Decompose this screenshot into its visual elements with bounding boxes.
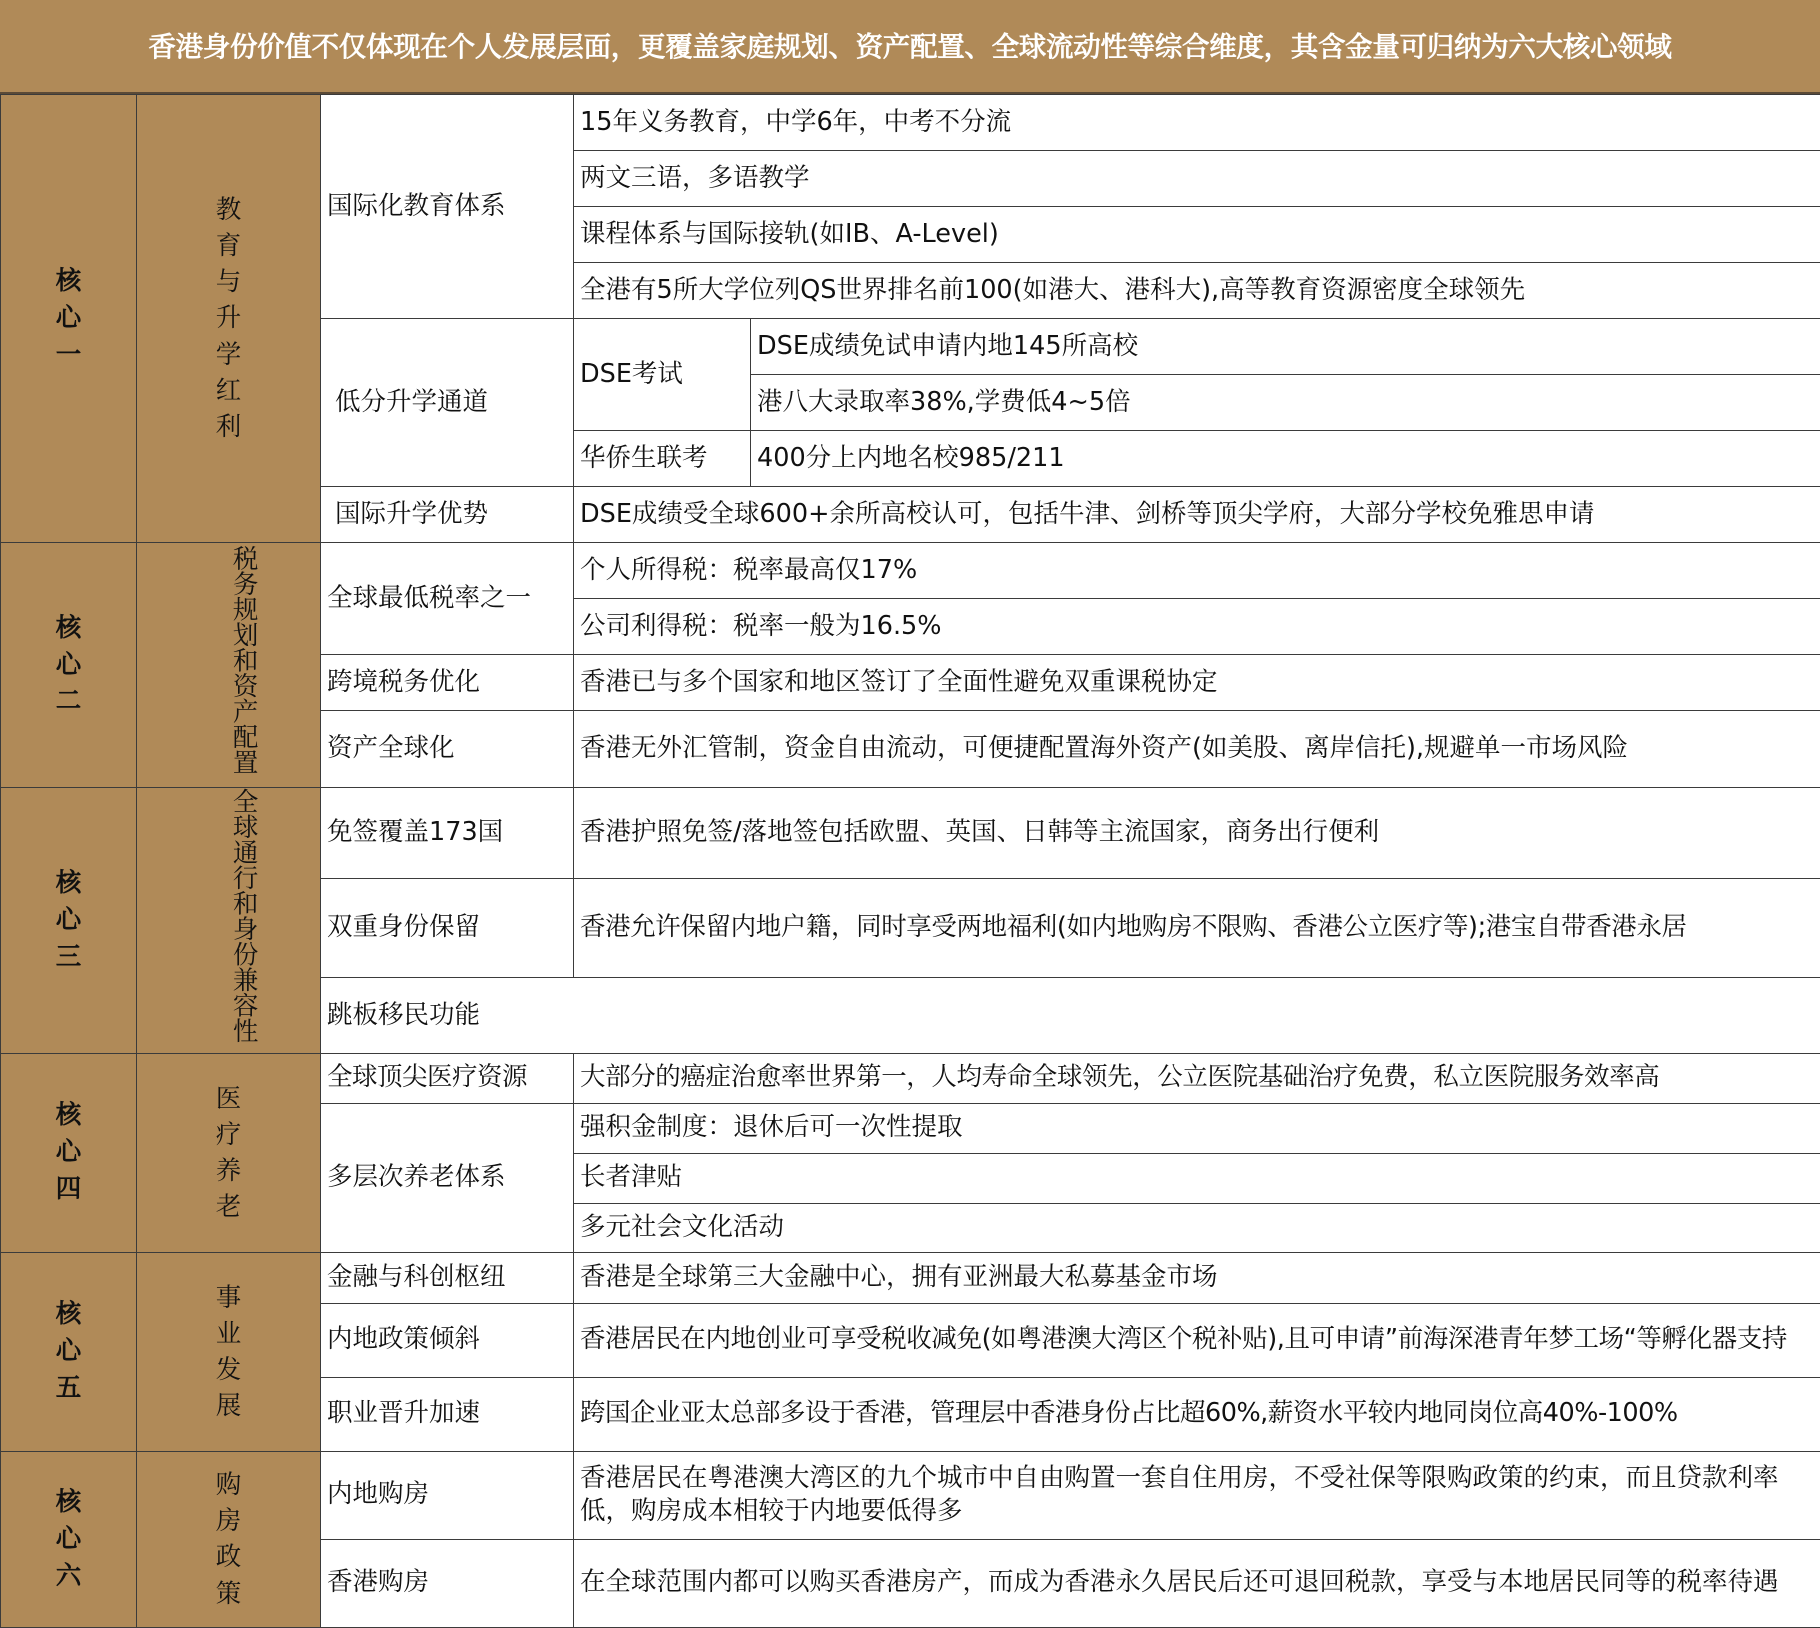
- springboard-label: 跳板移民功能: [321, 978, 1820, 1054]
- edu-system-item: 课程体系与国际接轨(如IB、A-Level): [574, 207, 1820, 263]
- core-3-label: 核心三: [1, 788, 137, 1054]
- table-row: [1, 788, 1820, 879]
- core-4-area: 医疗养老: [137, 1053, 321, 1252]
- pension-label: 多层次养老体系: [321, 1103, 574, 1252]
- mainland-housing-label: 内地购房: [321, 1451, 574, 1539]
- edu-system-label: 国际化教育体系: [321, 95, 574, 319]
- tax-cross-label: 跨境税务优化: [321, 655, 574, 711]
- dse-label: DSE考试: [574, 319, 751, 431]
- mainland-housing-value: 香港居民在粤港澳大湾区的九个城市中自由购置一套自住用房，不受社保等限购政策的约束，而且贷款利率低，购房成本相较于内地要低得多: [574, 1451, 1820, 1539]
- promotion-value: 跨国企业亚太总部多设于香港，管理层中香港身份占比超60%,薪资水平较内地同岗位高40%-100%: [574, 1377, 1820, 1451]
- lowscore-label: 低分升学通道: [321, 319, 574, 487]
- overseas-exam-value: 400分上内地名校985/211: [751, 431, 1820, 487]
- core-areas-table: [0, 94, 1820, 1628]
- table-row: [1, 1053, 1820, 1103]
- core-5-label: 核心五: [1, 1252, 137, 1451]
- edu-system-item: 全港有5所大学位列QS世界排名前100(如港大、港科大),高等教育资源密度全球领先: [574, 263, 1820, 319]
- finance-hub-value: 香港是全球第三大金融中心，拥有亚洲最大私募基金市场: [574, 1252, 1820, 1303]
- policy-label: 内地政策倾斜: [321, 1303, 574, 1377]
- dual-identity-label: 双重身份保留: [321, 879, 574, 978]
- tax-lowest-label: 全球最低税率之一: [321, 543, 574, 655]
- table-row: [1, 1252, 1820, 1303]
- pension-item: 长者津贴: [574, 1153, 1820, 1203]
- hk-housing-value: 在全球范围内都可以购买香港房产，而成为香港永久居民后还可退回税款，享受与本地居民同等的税率待遇: [574, 1539, 1820, 1627]
- core-5-area: 事业发展: [137, 1252, 321, 1451]
- pension-item: 多元社会文化活动: [574, 1203, 1820, 1252]
- dse-item: 港八大录取率38%,学费低4~5倍: [751, 375, 1820, 431]
- promotion-label: 职业晋升加速: [321, 1377, 574, 1451]
- pension-item: 强积金制度：退休后可一次性提取: [574, 1103, 1820, 1153]
- hk-housing-label: 香港购房: [321, 1539, 574, 1627]
- dual-identity-value: 香港允许保留内地户籍，同时享受两地福利(如内地购房不限购、香港公立医疗等);港宝自带香港永居: [574, 879, 1820, 978]
- core-1-label: 核心一: [1, 95, 137, 543]
- visa-free-value: 香港护照免签/落地签包括欧盟、英国、日韩等主流国家，商务出行便利: [574, 788, 1820, 879]
- dse-item: DSE成绩免试申请内地145所高校: [751, 319, 1820, 375]
- core-3-area: 全球通行和身份兼容性: [137, 788, 321, 1054]
- core-2-label: 核心二: [1, 543, 137, 788]
- tax-cross-value: 香港已与多个国家和地区签订了全面性避免双重课税协定: [574, 655, 1820, 711]
- table-row: [1, 95, 1820, 151]
- intl-advantage-label: 国际升学优势: [321, 487, 574, 543]
- edu-system-item: 两文三语，多语教学: [574, 151, 1820, 207]
- edu-system-item: 15年义务教育，中学6年，中考不分流: [574, 95, 1820, 151]
- page-title: 香港身份价值不仅体现在个人发展层面，更覆盖家庭规划、资产配置、全球流动性等综合维度，其含金量可归纳为六大核心领域: [0, 0, 1820, 94]
- core-6-label: 核心六: [1, 1451, 137, 1627]
- policy-value: 香港居民在内地创业可享受税收减免(如粤港澳大湾区个税补贴),且可申请”前海深港青年梦工场“等孵化器支持: [574, 1303, 1820, 1377]
- visa-free-label: 免签覆盖173国: [321, 788, 574, 879]
- table-row: [1, 543, 1820, 599]
- tax-lowest-item: 公司利得税：税率一般为16.5%: [574, 599, 1820, 655]
- medical-top-label: 全球顶尖医疗资源: [321, 1053, 574, 1103]
- table-row: [1, 1451, 1820, 1539]
- core-2-area: 税务规划和资产配置: [137, 543, 321, 788]
- medical-top-value: 大部分的癌症治愈率世界第一，人均寿命全球领先，公立医院基础治疗免费，私立医院服务效率高: [574, 1053, 1820, 1103]
- core-4-label: 核心四: [1, 1053, 137, 1252]
- core-6-area: 购房政策: [137, 1451, 321, 1627]
- tax-lowest-item: 个人所得税：税率最高仅17%: [574, 543, 1820, 599]
- asset-global-value: 香港无外汇管制，资金自由流动，可便捷配置海外资产(如美股、离岸信托),规避单一市场风险: [574, 711, 1820, 788]
- finance-hub-label: 金融与科创枢纽: [321, 1252, 574, 1303]
- intl-advantage-value: DSE成绩受全球600+余所高校认可，包括牛津、剑桥等顶尖学府，大部分学校免雅思申请: [574, 487, 1820, 543]
- overseas-exam-label: 华侨生联考: [574, 431, 751, 487]
- asset-global-label: 资产全球化: [321, 711, 574, 788]
- core-1-area: 教育与升学红利: [137, 95, 321, 543]
